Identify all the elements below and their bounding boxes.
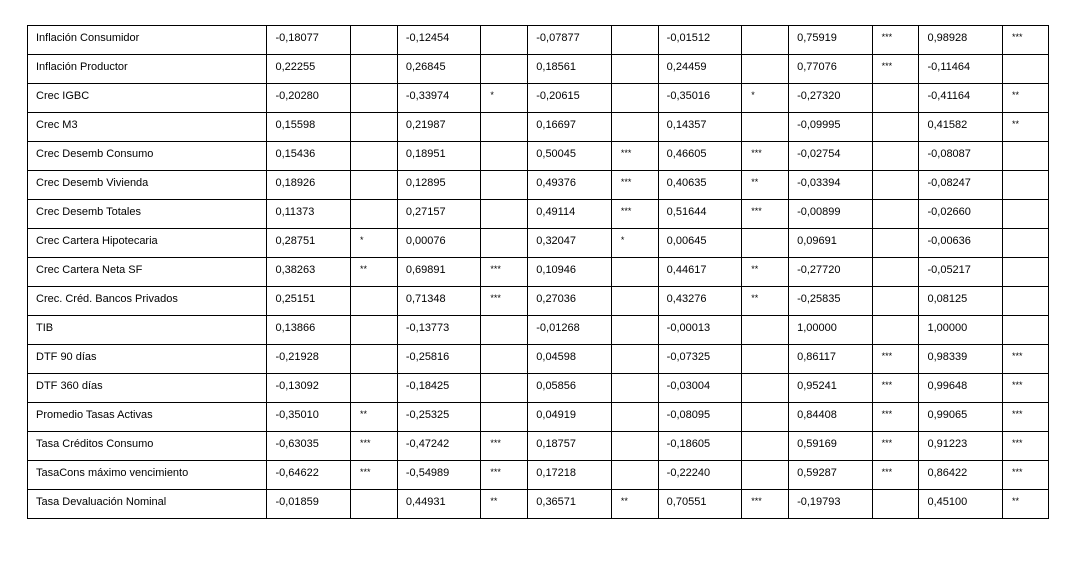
coefficient-cell: 0,44617 (658, 258, 742, 287)
coefficient-cell: -0,11464 (919, 55, 1003, 84)
significance-cell: ** (351, 403, 398, 432)
significance-cell (351, 171, 398, 200)
significance-cell: *** (742, 490, 789, 519)
coefficient-cell: 0,24459 (658, 55, 742, 84)
significance-cell (481, 374, 528, 403)
coefficient-cell: -0,35016 (658, 84, 742, 113)
significance-cell (742, 345, 789, 374)
row-label: TasaCons máximo vencimiento (28, 461, 267, 490)
significance-cell (742, 113, 789, 142)
significance-cell (351, 490, 398, 519)
coefficient-cell: 0,84408 (789, 403, 873, 432)
coefficient-cell: -0,07877 (528, 26, 612, 55)
significance-cell (742, 374, 789, 403)
significance-cell: *** (611, 171, 658, 200)
table-row (28, 229, 1049, 258)
coefficient-cell: 0,41582 (919, 113, 1003, 142)
coefficient-cell: 1,00000 (789, 316, 873, 345)
significance-cell (872, 113, 919, 142)
significance-cell (872, 490, 919, 519)
table-row (28, 374, 1049, 403)
significance-cell: *** (611, 200, 658, 229)
significance-cell: *** (611, 142, 658, 171)
table-row (28, 316, 1049, 345)
significance-cell (742, 55, 789, 84)
table-row (28, 258, 1049, 287)
coefficient-cell: 0,86422 (919, 461, 1003, 490)
coefficient-cell: -0,03394 (789, 171, 873, 200)
coefficient-cell: -0,00636 (919, 229, 1003, 258)
coefficient-cell: 0,12895 (397, 171, 481, 200)
table-row (28, 403, 1049, 432)
significance-cell (611, 403, 658, 432)
coefficient-cell: -0,02660 (919, 200, 1003, 229)
coefficient-cell: 0,04919 (528, 403, 612, 432)
coefficient-cell: -0,20615 (528, 84, 612, 113)
coefficient-cell: -0,47242 (397, 432, 481, 461)
table-row (28, 345, 1049, 374)
significance-cell (742, 316, 789, 345)
significance-cell (1003, 287, 1049, 316)
significance-cell (1003, 142, 1049, 171)
significance-cell (742, 461, 789, 490)
significance-cell (872, 171, 919, 200)
row-label: Tasa Créditos Consumo (28, 432, 267, 461)
coefficient-cell: 0,10946 (528, 258, 612, 287)
significance-cell (1003, 200, 1049, 229)
significance-cell (611, 316, 658, 345)
significance-cell (1003, 171, 1049, 200)
significance-cell: *** (742, 200, 789, 229)
coefficient-cell: -0,13092 (267, 374, 351, 403)
coefficient-cell: 0,18951 (397, 142, 481, 171)
coefficient-cell: -0,18425 (397, 374, 481, 403)
coefficient-cell: -0,08087 (919, 142, 1003, 171)
coefficient-cell: 0,25151 (267, 287, 351, 316)
coefficient-cell: 0,21987 (397, 113, 481, 142)
significance-cell (481, 113, 528, 142)
coefficient-cell: -0,03004 (658, 374, 742, 403)
coefficient-cell: 0,00076 (397, 229, 481, 258)
table-row (28, 461, 1049, 490)
row-label: Inflación Consumidor (28, 26, 267, 55)
significance-cell (1003, 55, 1049, 84)
coefficient-cell: -0,33974 (397, 84, 481, 113)
coefficient-cell: 0,18561 (528, 55, 612, 84)
coefficient-cell: 0,98339 (919, 345, 1003, 374)
significance-cell: *** (1003, 26, 1049, 55)
row-label: DTF 360 días (28, 374, 267, 403)
table-row (28, 84, 1049, 113)
coefficient-cell: 0,27036 (528, 287, 612, 316)
significance-cell: ** (611, 490, 658, 519)
significance-cell (742, 403, 789, 432)
significance-cell: *** (742, 142, 789, 171)
coefficient-cell: 1,00000 (919, 316, 1003, 345)
significance-cell (742, 26, 789, 55)
coefficient-cell: 0,77076 (789, 55, 873, 84)
significance-cell (611, 345, 658, 374)
coefficient-cell: 0,15598 (267, 113, 351, 142)
significance-cell (351, 142, 398, 171)
coefficient-cell: 0,38263 (267, 258, 351, 287)
significance-cell (1003, 229, 1049, 258)
significance-cell: *** (872, 55, 919, 84)
table-row (28, 113, 1049, 142)
significance-cell: *** (351, 461, 398, 490)
coefficient-cell: -0,09995 (789, 113, 873, 142)
coefficient-cell: 0,09691 (789, 229, 873, 258)
significance-cell: * (611, 229, 658, 258)
row-label: Promedio Tasas Activas (28, 403, 267, 432)
coefficient-cell: -0,18077 (267, 26, 351, 55)
coefficient-cell: -0,41164 (919, 84, 1003, 113)
significance-cell: ** (742, 171, 789, 200)
significance-cell (872, 84, 919, 113)
significance-cell: *** (1003, 432, 1049, 461)
significance-cell: ** (742, 258, 789, 287)
coefficient-cell: 0,49114 (528, 200, 612, 229)
significance-cell: *** (872, 432, 919, 461)
coefficient-cell: 0,59169 (789, 432, 873, 461)
coefficient-cell: 0,51644 (658, 200, 742, 229)
significance-cell: *** (872, 26, 919, 55)
row-label: Crec. Créd. Bancos Privados (28, 287, 267, 316)
significance-cell (611, 26, 658, 55)
significance-cell: *** (351, 432, 398, 461)
coefficient-cell: -0,01512 (658, 26, 742, 55)
significance-cell: *** (1003, 461, 1049, 490)
significance-cell (351, 287, 398, 316)
significance-cell (742, 229, 789, 258)
significance-cell (351, 374, 398, 403)
coefficient-cell: -0,18605 (658, 432, 742, 461)
table-row (28, 200, 1049, 229)
coefficient-cell: 0,11373 (267, 200, 351, 229)
coefficient-cell: 0,27157 (397, 200, 481, 229)
coefficient-cell: -0,02754 (789, 142, 873, 171)
row-label: Crec M3 (28, 113, 267, 142)
coefficient-cell: 0,43276 (658, 287, 742, 316)
row-label: Crec Desemb Consumo (28, 142, 267, 171)
coefficient-cell: -0,05217 (919, 258, 1003, 287)
coefficient-cell: 0,26845 (397, 55, 481, 84)
coefficient-cell: -0,00013 (658, 316, 742, 345)
significance-cell: ** (1003, 113, 1049, 142)
coefficient-cell: -0,08095 (658, 403, 742, 432)
significance-cell (351, 55, 398, 84)
significance-cell: * (481, 84, 528, 113)
coefficient-cell: 0,18926 (267, 171, 351, 200)
significance-cell: *** (1003, 345, 1049, 374)
table-row (28, 287, 1049, 316)
table-row (28, 26, 1049, 55)
coefficient-cell: 0,16697 (528, 113, 612, 142)
coefficient-cell: 0,00645 (658, 229, 742, 258)
row-label: Crec IGBC (28, 84, 267, 113)
significance-cell: ** (1003, 84, 1049, 113)
coefficient-cell: 0,40635 (658, 171, 742, 200)
significance-cell (481, 229, 528, 258)
coefficient-cell: 0,22255 (267, 55, 351, 84)
significance-cell (481, 26, 528, 55)
significance-cell (611, 461, 658, 490)
coefficient-cell: -0,35010 (267, 403, 351, 432)
coefficient-cell: 0,69891 (397, 258, 481, 287)
coefficient-cell: 0,95241 (789, 374, 873, 403)
significance-cell (351, 316, 398, 345)
coefficient-cell: 0,18757 (528, 432, 612, 461)
row-label: DTF 90 días (28, 345, 267, 374)
significance-cell: * (351, 229, 398, 258)
coefficient-cell: 0,91223 (919, 432, 1003, 461)
table-row (28, 490, 1049, 519)
coefficient-cell: -0,21928 (267, 345, 351, 374)
significance-cell (742, 432, 789, 461)
significance-cell (872, 287, 919, 316)
significance-cell (872, 142, 919, 171)
coefficient-cell: 0,45100 (919, 490, 1003, 519)
coefficient-cell: 0,98928 (919, 26, 1003, 55)
significance-cell (611, 374, 658, 403)
coefficient-cell: -0,54989 (397, 461, 481, 490)
coefficient-cell: 0,59287 (789, 461, 873, 490)
row-label: Crec Cartera Hipotecaria (28, 229, 267, 258)
table-row (28, 142, 1049, 171)
coefficient-cell: -0,01859 (267, 490, 351, 519)
row-label: Crec Desemb Totales (28, 200, 267, 229)
table-row (28, 432, 1049, 461)
significance-cell (351, 113, 398, 142)
coefficient-cell: 0,15436 (267, 142, 351, 171)
coefficient-cell: 0,86117 (789, 345, 873, 374)
coefficient-cell: 0,05856 (528, 374, 612, 403)
row-label: Crec Desemb Vivienda (28, 171, 267, 200)
row-label: Crec Cartera Neta SF (28, 258, 267, 287)
significance-cell (872, 316, 919, 345)
significance-cell (611, 287, 658, 316)
significance-cell (481, 316, 528, 345)
coefficient-cell: 0,36571 (528, 490, 612, 519)
coefficient-cell: 0,46605 (658, 142, 742, 171)
coefficient-cell: -0,12454 (397, 26, 481, 55)
coefficient-cell: -0,64622 (267, 461, 351, 490)
significance-cell: *** (872, 345, 919, 374)
significance-cell (611, 113, 658, 142)
coefficient-cell: -0,19793 (789, 490, 873, 519)
row-label: Tasa Devaluación Nominal (28, 490, 267, 519)
coefficient-cell: 0,50045 (528, 142, 612, 171)
coefficient-cell: 0,71348 (397, 287, 481, 316)
coefficient-cell: -0,63035 (267, 432, 351, 461)
coefficient-cell: 0,08125 (919, 287, 1003, 316)
row-label: TIB (28, 316, 267, 345)
significance-cell: *** (481, 432, 528, 461)
significance-cell: *** (872, 374, 919, 403)
significance-cell: ** (481, 490, 528, 519)
coefficient-cell: 0,28751 (267, 229, 351, 258)
significance-cell (872, 200, 919, 229)
significance-cell: *** (481, 461, 528, 490)
significance-cell: ** (742, 287, 789, 316)
significance-cell (481, 171, 528, 200)
significance-cell (481, 345, 528, 374)
significance-cell (351, 345, 398, 374)
coefficient-cell: 0,14357 (658, 113, 742, 142)
row-label: Inflación Productor (28, 55, 267, 84)
significance-cell (611, 55, 658, 84)
coefficient-cell: 0,44931 (397, 490, 481, 519)
coefficient-cell: -0,08247 (919, 171, 1003, 200)
significance-cell (481, 55, 528, 84)
significance-cell (1003, 316, 1049, 345)
significance-cell: * (742, 84, 789, 113)
significance-cell (872, 258, 919, 287)
coefficient-cell: -0,25816 (397, 345, 481, 374)
significance-cell: *** (872, 403, 919, 432)
significance-cell (1003, 258, 1049, 287)
significance-cell (351, 84, 398, 113)
coefficient-cell: 0,17218 (528, 461, 612, 490)
significance-cell (481, 200, 528, 229)
coefficient-cell: -0,13773 (397, 316, 481, 345)
table-row (28, 171, 1049, 200)
significance-cell (611, 258, 658, 287)
coefficient-cell: 0,04598 (528, 345, 612, 374)
coefficient-cell: 0,99648 (919, 374, 1003, 403)
coefficient-cell: -0,01268 (528, 316, 612, 345)
significance-cell (611, 84, 658, 113)
coefficient-cell: 0,49376 (528, 171, 612, 200)
coefficient-cell: -0,27320 (789, 84, 873, 113)
coefficient-cell: 0,13866 (267, 316, 351, 345)
table-row (28, 55, 1049, 84)
coefficient-cell: -0,22240 (658, 461, 742, 490)
significance-cell: ** (351, 258, 398, 287)
significance-cell: *** (872, 461, 919, 490)
coefficient-cell: 0,75919 (789, 26, 873, 55)
coefficient-cell: -0,00899 (789, 200, 873, 229)
coefficient-cell: -0,25325 (397, 403, 481, 432)
significance-cell: *** (481, 258, 528, 287)
coefficient-cell: -0,27720 (789, 258, 873, 287)
significance-cell (872, 229, 919, 258)
coefficient-cell: -0,20280 (267, 84, 351, 113)
coefficient-cell: 0,99065 (919, 403, 1003, 432)
significance-cell (351, 200, 398, 229)
correlation-table (27, 25, 1049, 519)
significance-cell: *** (1003, 403, 1049, 432)
significance-cell (481, 142, 528, 171)
significance-cell: ** (1003, 490, 1049, 519)
coefficient-cell: 0,70551 (658, 490, 742, 519)
significance-cell (351, 26, 398, 55)
significance-cell: *** (481, 287, 528, 316)
coefficient-cell: 0,32047 (528, 229, 612, 258)
significance-cell: *** (1003, 374, 1049, 403)
significance-cell (611, 432, 658, 461)
coefficient-cell: -0,07325 (658, 345, 742, 374)
coefficient-cell: -0,25835 (789, 287, 873, 316)
table-body (28, 26, 1049, 519)
significance-cell (481, 403, 528, 432)
